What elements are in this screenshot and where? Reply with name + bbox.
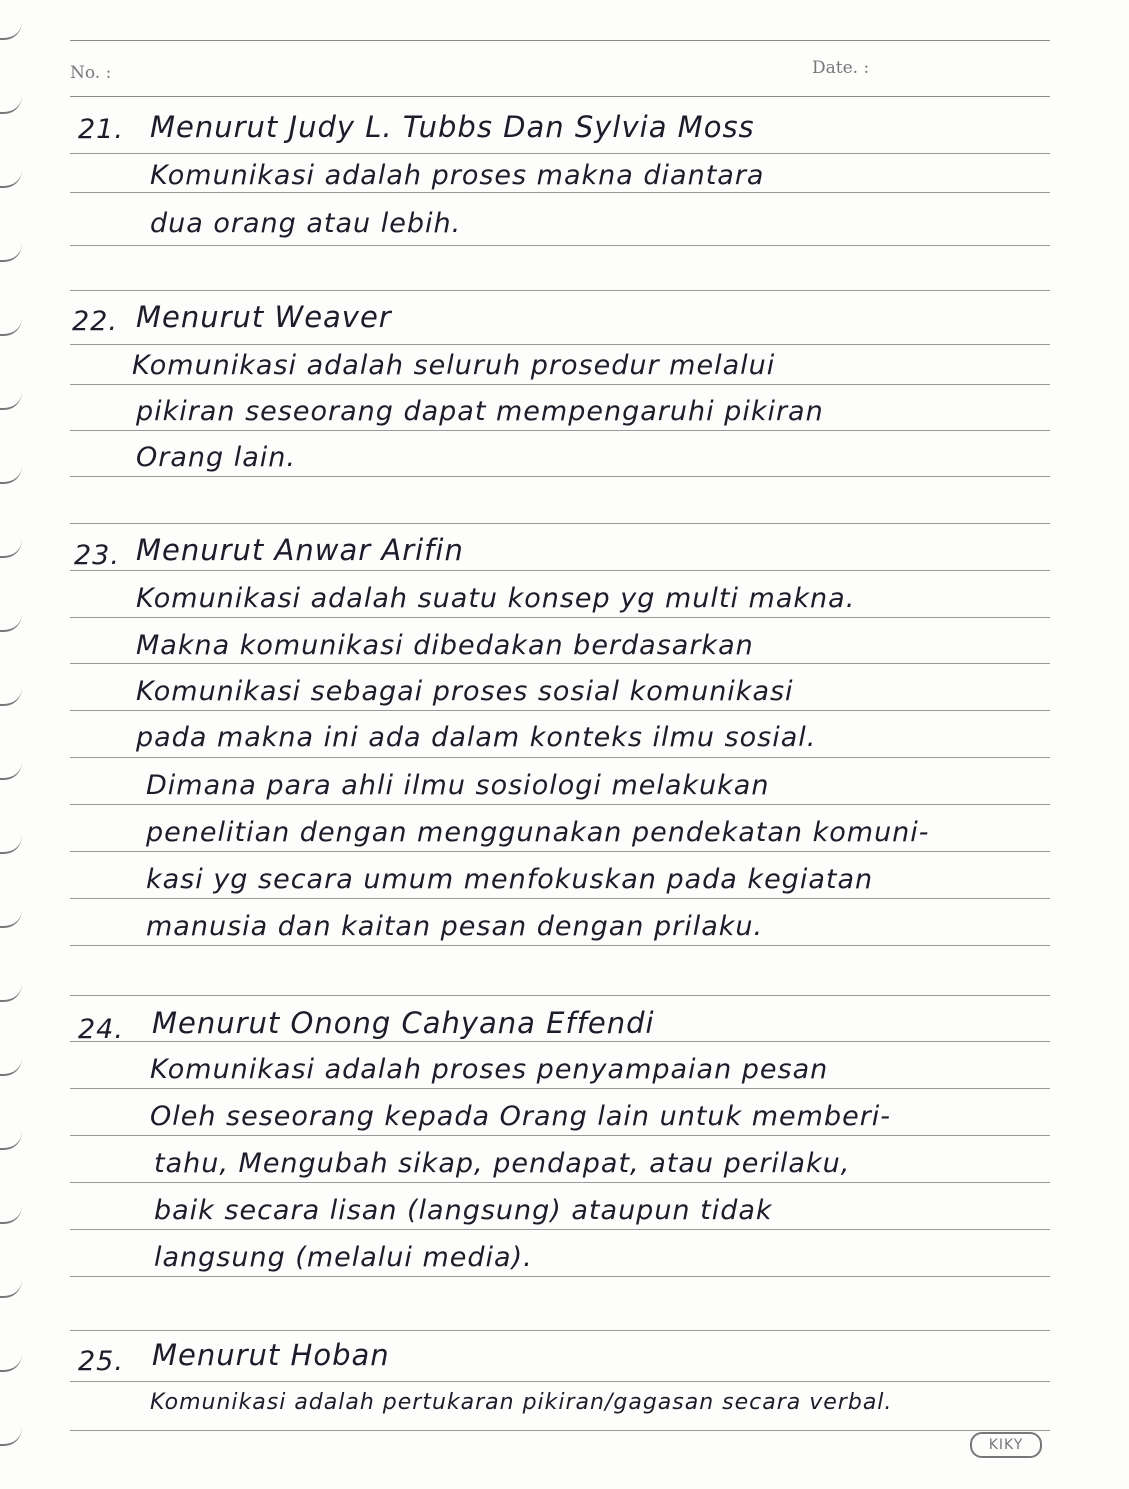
entry-line: Orang lain. — [136, 442, 296, 473]
ruled-line — [70, 290, 1050, 291]
ruled-line — [70, 710, 1050, 711]
entry-line: dua orang atau lebih. — [150, 208, 462, 239]
entry-line: Komunikasi adalah proses penyampaian pesan — [150, 1054, 829, 1085]
binding-ring — [0, 540, 22, 558]
entry-line: kasi yg secara umum menfokuskan pada kegiatan — [146, 864, 874, 895]
ruled-line — [70, 851, 1050, 852]
binding-ring — [0, 984, 22, 1002]
binding-ring — [0, 762, 22, 780]
entry-line: Makna komunikasi dibedakan berdasarkan — [136, 630, 754, 661]
ruled-line — [70, 995, 1050, 996]
ruled-line — [70, 1182, 1050, 1183]
ruled-line — [70, 344, 1050, 345]
binding-ring — [0, 22, 22, 40]
ruled-line — [70, 1041, 1050, 1042]
entry-line: Komunikasi adalah suatu konsep yg multi makna. — [136, 583, 856, 614]
entry-number: 23. — [74, 540, 120, 571]
ruled-line — [70, 804, 1050, 805]
binding-ring — [0, 1428, 22, 1446]
entry-line: Komunikasi adalah seluruh prosedur melalui — [132, 350, 776, 381]
ruled-line — [70, 430, 1050, 431]
ruled-line — [70, 570, 1050, 571]
ruled-line — [70, 1381, 1050, 1382]
ruled-line — [70, 523, 1050, 524]
ruled-line — [70, 1088, 1050, 1089]
ruled-line — [70, 663, 1050, 664]
entry-number: 25. — [78, 1346, 124, 1377]
entry-line: Komunikasi sebagai proses sosial komunikasi — [136, 676, 794, 707]
binding-ring — [0, 392, 22, 410]
entry-heading: Menurut Onong Cahyana Effendi — [152, 1006, 655, 1040]
entry-heading: Menurut Hoban — [152, 1338, 390, 1372]
entry-line: pikiran seseorang dapat mempengaruhi pikiran — [136, 396, 824, 427]
date-label: Date. : — [812, 58, 870, 78]
binding-ring — [0, 688, 22, 706]
entry-line: penelitian dengan menggunakan pendekatan komuni- — [146, 817, 930, 848]
ruled-line — [70, 1430, 1050, 1431]
ruled-line — [70, 153, 1050, 154]
ruled-line — [70, 757, 1050, 758]
entry-line: tahu, Mengubah sikap, pendapat, atau perilaku, — [154, 1148, 851, 1179]
binding-ring — [0, 466, 22, 484]
ruled-line — [70, 898, 1050, 899]
ruled-line — [70, 245, 1050, 246]
ruled-line — [70, 1135, 1050, 1136]
ruled-line — [70, 476, 1050, 477]
entry-heading: Menurut Weaver — [136, 300, 392, 334]
binding-ring — [0, 96, 22, 114]
no-label: No. : — [70, 63, 112, 83]
ruled-line — [70, 192, 1050, 193]
ruled-line — [70, 1330, 1050, 1331]
binding-ring — [0, 1354, 22, 1372]
entry-line: baik secara lisan (langsung) ataupun tidak — [154, 1195, 773, 1226]
binding-ring — [0, 170, 22, 188]
binding-ring — [0, 1280, 22, 1298]
entry-heading: Menurut Judy L. Tubbs Dan Sylvia Moss — [150, 110, 755, 144]
entry-line: pada makna ini ada dalam konteks ilmu sosial. — [136, 722, 817, 753]
binding-ring — [0, 910, 22, 928]
header-bottom-line — [70, 96, 1050, 97]
ruled-line — [70, 945, 1050, 946]
entry-line: langsung (melalui media). — [154, 1242, 533, 1273]
binding-ring — [0, 614, 22, 632]
brand-logo: KIKY — [970, 1432, 1042, 1458]
binding-ring — [0, 836, 22, 854]
binding-ring — [0, 244, 22, 262]
entry-line: Oleh seseorang kepada Orang lain untuk memberi- — [150, 1101, 892, 1132]
binding-ring — [0, 318, 22, 336]
ruled-line — [70, 1276, 1050, 1277]
entry-line: Komunikasi adalah proses makna diantara — [150, 160, 765, 191]
entry-line: Komunikasi adalah pertukaran pikiran/gagasan secara verbal. — [150, 1390, 893, 1415]
entry-line: Dimana para ahli ilmu sosiologi melakukan — [146, 770, 770, 801]
ruled-line — [70, 1229, 1050, 1230]
entry-heading: Menurut Anwar Arifin — [136, 533, 464, 567]
binding-ring — [0, 1132, 22, 1150]
ruled-line — [70, 384, 1050, 385]
entry-number: 22. — [72, 306, 118, 337]
entry-line: manusia dan kaitan pesan dengan prilaku. — [146, 911, 764, 942]
binding-ring — [0, 1206, 22, 1224]
ruled-line — [70, 617, 1050, 618]
entry-number: 21. — [78, 114, 124, 145]
header-top-line — [70, 40, 1050, 41]
binding-ring — [0, 1058, 22, 1076]
entry-number: 24. — [78, 1014, 124, 1045]
